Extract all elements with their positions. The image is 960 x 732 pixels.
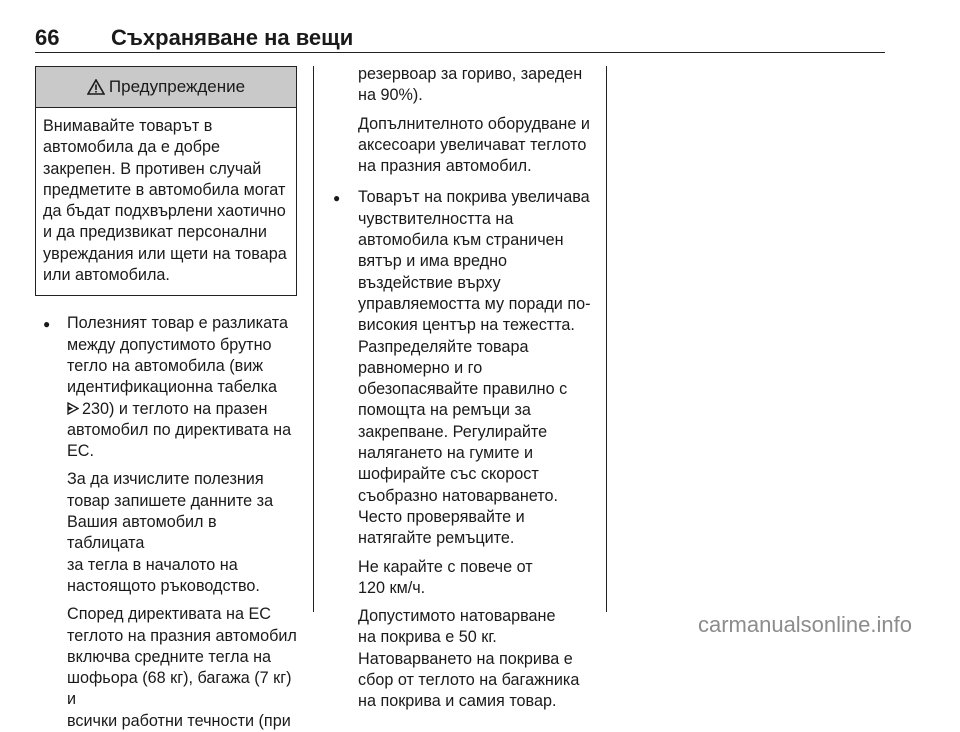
- text-line: високия център на тежестта.: [358, 316, 575, 335]
- text-line: Внимавайте товарът в: [43, 117, 213, 135]
- page-reference-icon: [67, 402, 79, 415]
- text-line: равномерно и го: [358, 358, 483, 377]
- text-line: предметите в автомобила могат: [43, 180, 286, 199]
- text-line: автомобила към страничен: [358, 231, 564, 250]
- warning-text: [36, 108, 296, 295]
- text-line: всички работни течности (при: [67, 711, 291, 730]
- text-line: за тегла в началото на: [67, 555, 238, 574]
- text-line: За да изчислите полезния: [67, 470, 264, 489]
- text-line: настоящото ръководство.: [67, 576, 260, 595]
- paragraph: [67, 469, 297, 597]
- text-line: аксесоари увеличават теглото: [358, 135, 587, 154]
- text-line: управляемостта му поради по-: [358, 294, 591, 313]
- text-line: на 90%).: [358, 86, 423, 105]
- text-line: Разпределяйте товара: [358, 337, 529, 356]
- paragraph: [67, 604, 297, 732]
- text-line: увреждания или щети на товара: [43, 244, 287, 263]
- text-line: закрепване. Регулирайте: [358, 422, 548, 441]
- watermark: carmanualsonline.info: [697, 612, 912, 637]
- paragraph: [358, 606, 604, 712]
- text-line: Товарът на покрива увеличава: [358, 188, 590, 207]
- text-line: идентификационна табелка: [67, 378, 278, 397]
- text-line: Вашия автомобил в таблицата: [67, 513, 217, 553]
- page-title: Съхраняване на вещи: [111, 25, 354, 50]
- paragraph: [342, 114, 604, 178]
- text-line: автомобил по директивата на: [67, 420, 292, 439]
- text-line: или автомобила.: [43, 266, 170, 285]
- text-line: помощта на ремъци за: [358, 401, 531, 420]
- text-line-with-reference: [67, 399, 297, 420]
- text-line: шофьора (68 кг), багажа (7 кг) и: [67, 669, 292, 709]
- text-line: съобразно натоварването.: [358, 486, 558, 505]
- text-line: вятър и има вредно: [358, 252, 508, 271]
- text-line: автомобила да е добре: [43, 138, 221, 157]
- text-line: Според директивата на ЕС: [67, 605, 271, 624]
- text-line: натягайте ремъците.: [358, 529, 515, 548]
- column-divider: [606, 66, 607, 612]
- page-number: 66: [35, 25, 60, 50]
- column-right: [342, 64, 604, 713]
- text-line: чувствителността на: [358, 209, 514, 228]
- text-line: между допустимото брутно: [67, 335, 272, 354]
- bullet-dot: [43, 313, 50, 335]
- warning-triangle-icon: [87, 79, 105, 95]
- text-line: и да предизвикат персонални: [43, 223, 267, 242]
- text-line: 120 км/ч.: [358, 578, 426, 597]
- column-left: [35, 66, 297, 732]
- warning-title: Предупреждение: [108, 77, 246, 97]
- text-line: включва средните тегла на: [67, 647, 272, 666]
- text-line: на празния автомобил.: [358, 157, 532, 176]
- warning-box: [35, 66, 297, 296]
- text-line: въздействие върху: [358, 273, 501, 292]
- page-header: [35, 24, 885, 53]
- text-line: сбор от теглото на багажника: [358, 671, 580, 690]
- text-line: шофирайте със скорост: [358, 465, 539, 484]
- bullet-item: [35, 313, 297, 732]
- text-line: товар запишете данните за: [67, 491, 274, 510]
- page-reference-text: 230) и теглото на празен: [82, 399, 268, 418]
- bullet-dot: [333, 187, 340, 209]
- text-line: Често проверявайте и: [358, 507, 525, 526]
- text-line: закрепен. В противен случай: [43, 159, 262, 178]
- text-line: обезопасявайте правилно с: [358, 380, 568, 399]
- text-line: Не карайте с повече от: [358, 557, 533, 576]
- text-line: Допълнителното оборудване и: [358, 114, 590, 133]
- text-line: на покрива е 50 кг.: [358, 628, 497, 647]
- bullet-item: [342, 187, 604, 712]
- text-line: на покрива и самия товар.: [358, 692, 557, 711]
- text-line: да бъдат подхвърлени хаотично: [43, 202, 286, 221]
- text-line: Допустимото натоварване: [358, 607, 556, 626]
- text-line: налягането на гумите и: [358, 444, 534, 463]
- text-line: тегло на автомобила (виж: [67, 356, 264, 375]
- column-divider: [313, 66, 314, 612]
- paragraph: [358, 557, 604, 600]
- text-line: ЕС.: [67, 442, 94, 461]
- paragraph: [342, 64, 604, 107]
- text-line: теглото на празния автомобил: [67, 626, 297, 645]
- text-line: резервоар за гориво, зареден: [358, 65, 583, 83]
- text-line: Натоварването на покрива е: [358, 649, 573, 668]
- text-line: Полезният товар е разликата: [67, 314, 288, 333]
- warning-header: [36, 67, 296, 108]
